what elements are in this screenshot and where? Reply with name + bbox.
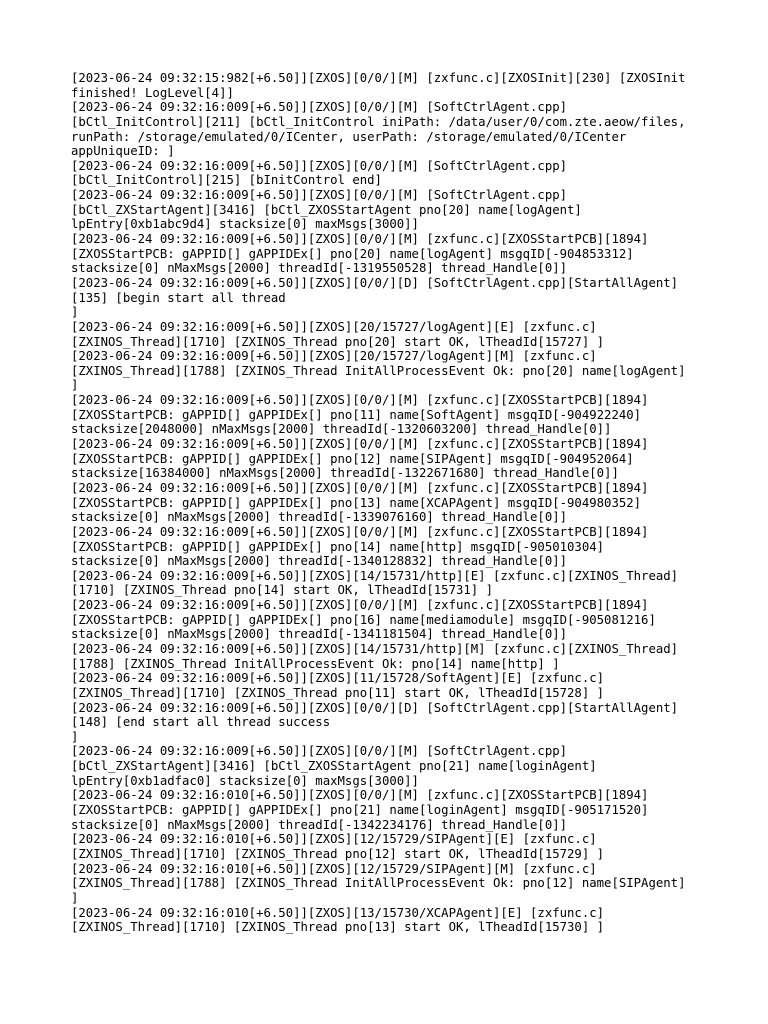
log-line: [ZXOSStartPCB: gAPPID[] gAPPIDEx[] pno[20] name[logAgent] msgqID[-904853312] xyxy=(71,246,634,261)
log-line: ] xyxy=(71,729,79,744)
log-line: [2023-06-24 09:32:16:009[+6.50]][ZXOS][14/15731/http][M] [zxfunc.c][ZXINOS_Thread] xyxy=(71,641,679,656)
log-line: [bCtl_InitControl][211] [bCtl_InitControl iniPath: /data/user/0/com.zte.aeow/files, xyxy=(71,114,686,129)
log-line: [148] [end start all thread success xyxy=(71,715,331,730)
log-line: [bCtl_InitControl][215] [bInitControl end] xyxy=(71,173,382,188)
log-line: [2023-06-24 09:32:16:009[+6.50]][ZXOS][0/0/][M] [SoftCtrlAgent.cpp] xyxy=(71,744,568,759)
log-line: [2023-06-24 09:32:16:009[+6.50]][ZXOS][14/15731/http][E] [zxfunc.c][ZXINOS_Thread] xyxy=(71,568,679,583)
log-line: [1788] [ZXINOS_Thread InitAllProcessEvent Ok: pno[14] name[http] ] xyxy=(71,656,560,671)
log-line: [2023-06-24 09:32:16:009[+6.50]][ZXOS][0/0/][M] [zxfunc.c][ZXOSStartPCB][1894] xyxy=(71,437,649,452)
log-line: stacksize[0] nMaxMsgs[2000] threadId[-1341181504] thread_Handle[0]] xyxy=(71,627,568,642)
log-line: finished! LogLevel[4]] xyxy=(71,85,234,100)
log-line: stacksize[0] nMaxMsgs[2000] threadId[-1342234176] thread_Handle[0]] xyxy=(71,817,568,832)
log-line: stacksize[16384000] nMaxMsgs[2000] threadId[-1322671680] thread_Handle[0]] xyxy=(71,466,619,481)
log-line: [2023-06-24 09:32:16:009[+6.50]][ZXOS][0/0/][M] [zxfunc.c][ZXOSStartPCB][1894] xyxy=(71,393,649,408)
log-line: [bCtl_ZXStartAgent][3416] [bCtl_ZXOSStartAgent pno[20] name[logAgent] xyxy=(71,202,582,217)
log-line: lpEntry[0xb1adfac0] stacksize[0] maxMsgs[3000]] xyxy=(71,773,419,788)
log-line: [1710] [ZXINOS_Thread pno[14] start OK, lTheadId[15731] ] xyxy=(71,583,493,598)
log-line: [2023-06-24 09:32:16:009[+6.50]][ZXOS][20/15727/logAgent][M] [zxfunc.c] xyxy=(71,349,597,364)
log-line: [2023-06-24 09:32:16:009[+6.50]][ZXOS][0/0/][D] [SoftCtrlAgent.cpp][StartAllAgent] xyxy=(71,700,679,715)
log-document xyxy=(71,71,711,935)
log-line: ] xyxy=(71,378,79,393)
log-line: [ZXOSStartPCB: gAPPID[] gAPPIDEx[] pno[14] name[http] msgqID[-905010304] xyxy=(71,539,605,554)
log-line: [ZXOSStartPCB: gAPPID[] gAPPIDEx[] pno[21] name[loginAgent] msgqID[-905171520] xyxy=(71,803,649,818)
log-line: [2023-06-24 09:32:16:009[+6.50]][ZXOS][0/0/][M] [SoftCtrlAgent.cpp] xyxy=(71,158,568,173)
log-line: [2023-06-24 09:32:15:982[+6.50]][ZXOS][0/0/][M] [zxfunc.c][ZXOSInit][230] [ZXOSInit xyxy=(71,71,686,85)
log-line: [2023-06-24 09:32:16:010[+6.50]][ZXOS][12/15729/SIPAgent][M] [zxfunc.c] xyxy=(71,861,597,876)
log-line: [ZXINOS_Thread][1710] [ZXINOS_Thread pno[12] start OK, lTheadId[15729] ] xyxy=(71,846,605,861)
log-line: ] xyxy=(71,890,79,905)
log-line: runPath: /storage/emulated/0/ICenter, userPath: /storage/emulated/0/ICenter xyxy=(71,129,627,144)
log-line: stacksize[2048000] nMaxMsgs[2000] threadId[-1320603200] thread_Handle[0]] xyxy=(71,422,612,437)
log-line: [2023-06-24 09:32:16:009[+6.50]][ZXOS][0/0/][M] [zxfunc.c][ZXOSStartPCB][1894] xyxy=(71,480,649,495)
log-line: ] xyxy=(71,305,79,320)
log-line: stacksize[0] nMaxMsgs[2000] threadId[-1319550528] thread_Handle[0]] xyxy=(71,261,568,276)
log-line: [ZXOSStartPCB: gAPPID[] gAPPIDEx[] pno[12] name[SIPAgent] msgqID[-904952064] xyxy=(71,451,634,466)
log-line: [135] [begin start all thread xyxy=(71,290,286,305)
log-line: [2023-06-24 09:32:16:010[+6.50]][ZXOS][12/15729/SIPAgent][E] [zxfunc.c] xyxy=(71,832,597,847)
log-line: [2023-06-24 09:32:16:009[+6.50]][ZXOS][0/0/][D] [SoftCtrlAgent.cpp][StartAllAgent] xyxy=(71,275,679,290)
log-line: [ZXOSStartPCB: gAPPID[] gAPPIDEx[] pno[13] name[XCAPAgent] msgqID[-904980352] xyxy=(71,495,642,510)
log-line: [2023-06-24 09:32:16:009[+6.50]][ZXOS][0/0/][M] [SoftCtrlAgent.cpp] xyxy=(71,188,568,203)
log-line: [2023-06-24 09:32:16:009[+6.50]][ZXOS][11/15728/SoftAgent][E] [zxfunc.c] xyxy=(71,671,605,686)
log-line: [ZXINOS_Thread][1788] [ZXINOS_Thread InitAllProcessEvent Ok: pno[12] name[SIPAgent] xyxy=(71,876,686,891)
log-line: [bCtl_ZXStartAgent][3416] [bCtl_ZXOSStartAgent pno[21] name[loginAgent] xyxy=(71,759,597,774)
log-line: stacksize[0] nMaxMsgs[2000] threadId[-1339076160] thread_Handle[0]] xyxy=(71,510,568,525)
log-line: [2023-06-24 09:32:16:009[+6.50]][ZXOS][0/0/][M] [zxfunc.c][ZXOSStartPCB][1894] xyxy=(71,598,649,613)
log-line: [2023-06-24 09:32:16:009[+6.50]][ZXOS][0/0/][M] [zxfunc.c][ZXOSStartPCB][1894] xyxy=(71,524,649,539)
log-line: [2023-06-24 09:32:16:009[+6.50]][ZXOS][0/0/][M] [zxfunc.c][ZXOSStartPCB][1894] xyxy=(71,232,649,247)
log-line: [2023-06-24 09:32:16:010[+6.50]][ZXOS][0/0/][M] [zxfunc.c][ZXOSStartPCB][1894] xyxy=(71,788,649,803)
log-line: [ZXINOS_Thread][1710] [ZXINOS_Thread pno[11] start OK, lTheadId[15728] ] xyxy=(71,685,605,700)
log-line: [ZXOSStartPCB: gAPPID[] gAPPIDEx[] pno[16] name[mediamodule] msgqID[-905081216] xyxy=(71,612,656,627)
log-line: [ZXOSStartPCB: gAPPID[] gAPPIDEx[] pno[11] name[SoftAgent] msgqID[-904922240] xyxy=(71,407,642,422)
log-line: [ZXINOS_Thread][1788] [ZXINOS_Thread InitAllProcessEvent Ok: pno[20] name[logAgent] xyxy=(71,363,686,378)
log-line: appUniqueID: ] xyxy=(71,144,175,159)
log-line: [2023-06-24 09:32:16:010[+6.50]][ZXOS][13/15730/XCAPAgent][E] [zxfunc.c] xyxy=(71,905,605,920)
log-line: [ZXINOS_Thread][1710] [ZXINOS_Thread pno[20] start OK, lTheadId[15727] ] xyxy=(71,334,605,349)
log-line: [ZXINOS_Thread][1710] [ZXINOS_Thread pno[13] start OK, lTheadId[15730] ] xyxy=(71,920,605,935)
log-line: [2023-06-24 09:32:16:009[+6.50]][ZXOS][20/15727/logAgent][E] [zxfunc.c] xyxy=(71,319,597,334)
log-line: stacksize[0] nMaxMsgs[2000] threadId[-1340128832] thread_Handle[0]] xyxy=(71,554,568,569)
log-line: [2023-06-24 09:32:16:009[+6.50]][ZXOS][0/0/][M] [SoftCtrlAgent.cpp] xyxy=(71,100,568,115)
log-line: lpEntry[0xb1abc9d4] stacksize[0] maxMsgs[3000]] xyxy=(71,217,419,232)
